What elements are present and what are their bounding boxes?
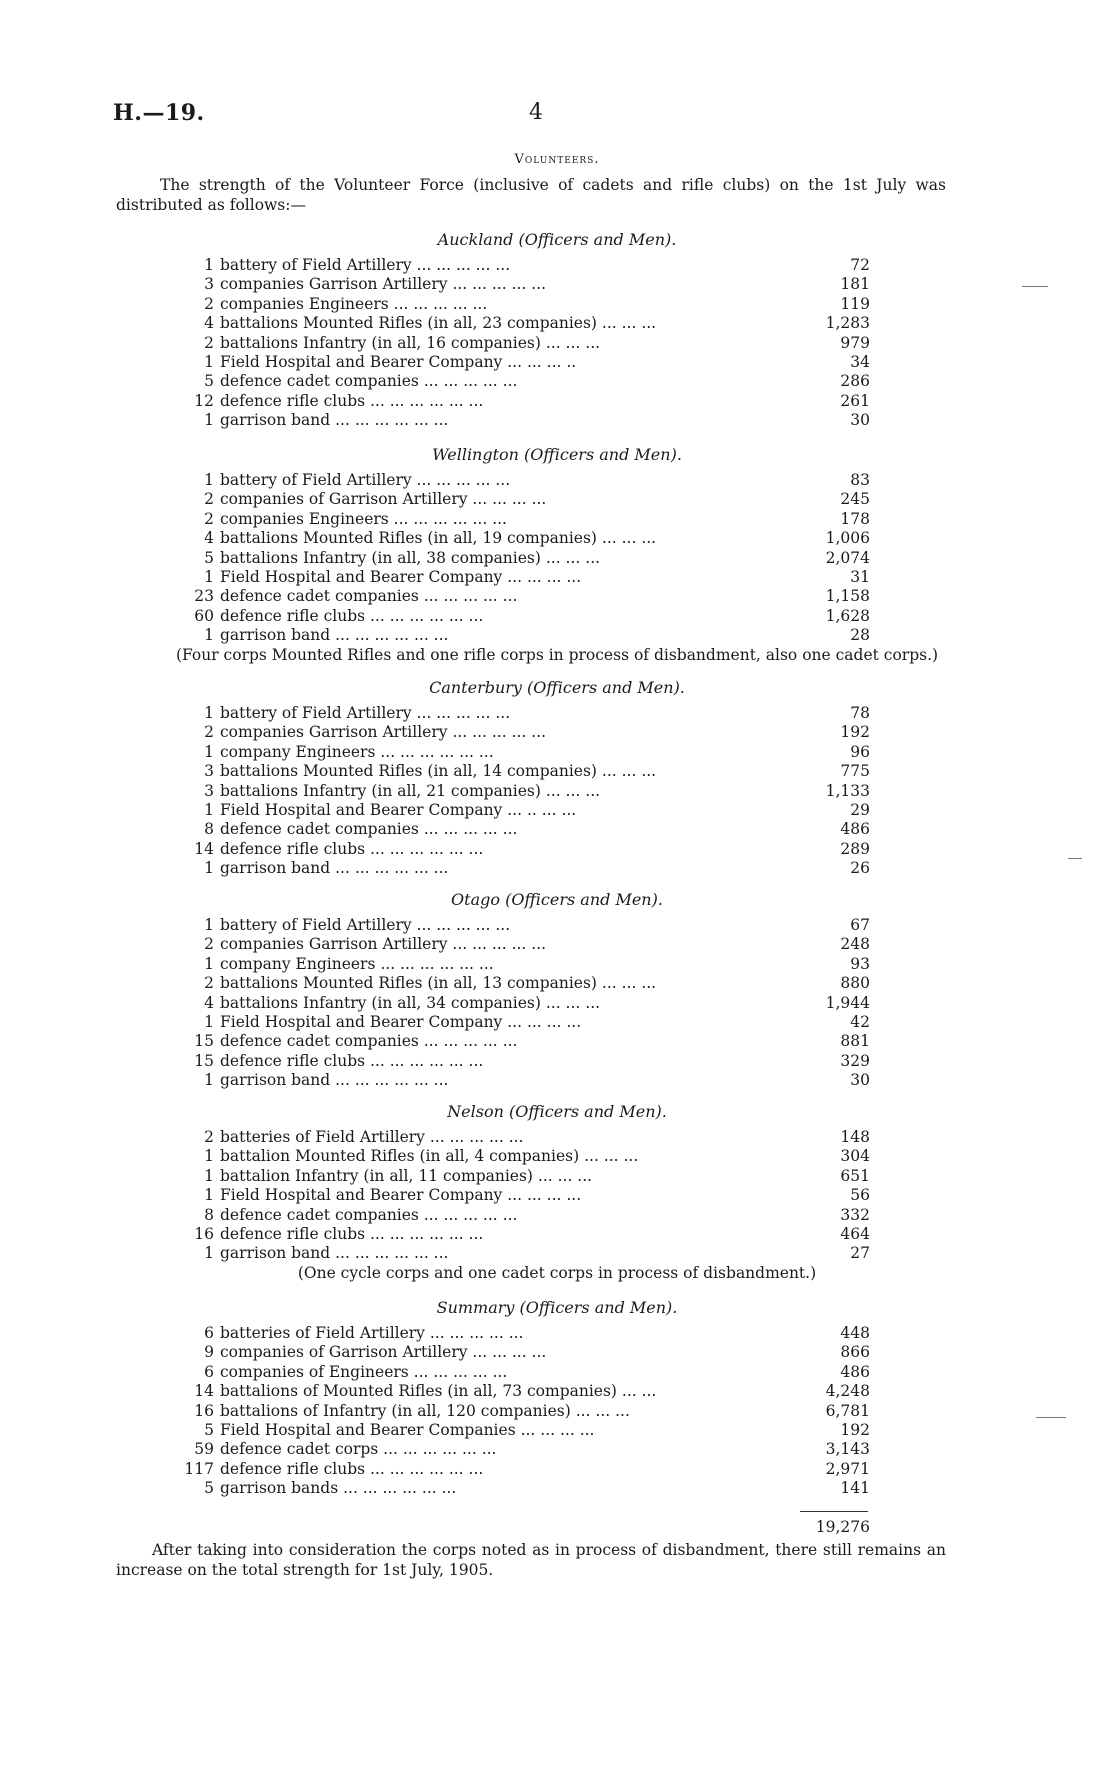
table-row bbox=[0, 1402, 1114, 1421]
table-row bbox=[0, 859, 1114, 878]
row-value: 651 bbox=[840, 1166, 870, 1185]
row-value: 78 bbox=[850, 704, 870, 722]
table-row bbox=[0, 1363, 1114, 1382]
row-count: 1 bbox=[204, 256, 214, 274]
row-count: 1 bbox=[204, 1186, 214, 1205]
row-value: 93 bbox=[850, 954, 870, 973]
table-row bbox=[0, 1324, 1114, 1343]
row-value: 181 bbox=[840, 275, 870, 294]
row-description: defence cadet companies ... ... ... ... ... bbox=[220, 587, 518, 606]
row-description: defence rifle clubs ... ... ... ... ... ... bbox=[220, 1051, 484, 1070]
row-value: 1,133 bbox=[825, 781, 870, 800]
row-count: 60 bbox=[194, 606, 214, 625]
row-count: 1 bbox=[204, 1071, 214, 1090]
row-description: companies Garrison Artillery ... ... ... ... ... bbox=[220, 935, 547, 954]
table-row bbox=[0, 1032, 1114, 1051]
row-description: garrison band ... ... ... ... ... ... bbox=[220, 411, 449, 430]
table-row bbox=[0, 743, 1114, 762]
table-row bbox=[0, 782, 1114, 801]
row-count: 1 bbox=[204, 568, 214, 586]
table-row bbox=[0, 1440, 1114, 1459]
row-value: 178 bbox=[840, 509, 870, 528]
row-value: 332 bbox=[840, 1205, 870, 1224]
row-count: 1 bbox=[204, 1147, 214, 1166]
table-row bbox=[0, 392, 1114, 411]
row-count: 59 bbox=[194, 1440, 214, 1459]
table-row bbox=[0, 1382, 1114, 1401]
row-description: defence rifle clubs ... ... ... ... ... ... bbox=[220, 391, 484, 410]
row-description: battalion Mounted Rifles (in all, 4 companies) ... ... ... bbox=[220, 1147, 639, 1166]
table-row bbox=[0, 568, 1114, 587]
table-row bbox=[0, 1421, 1114, 1440]
row-description: company Engineers ... ... ... ... ... ... bbox=[220, 742, 494, 761]
row-value: 448 bbox=[840, 1324, 870, 1342]
table-row bbox=[0, 334, 1114, 353]
row-description: Field Hospital and Bearer Company ... ... ... ... bbox=[220, 1013, 582, 1031]
row-count: 1 bbox=[204, 801, 214, 819]
row-description: companies Garrison Artillery ... ... ... ... ... bbox=[220, 723, 547, 742]
row-count: 15 bbox=[194, 1032, 214, 1051]
section-title: Summary (Officers and Men). bbox=[436, 1298, 678, 1317]
table-row bbox=[0, 1244, 1114, 1263]
row-description: Field Hospital and Bearer Company ... ... ... ... bbox=[220, 1186, 582, 1205]
table-row bbox=[0, 411, 1114, 430]
table-row bbox=[0, 1206, 1114, 1225]
section-title: Otago (Officers and Men). bbox=[451, 890, 663, 909]
row-description: company Engineers ... ... ... ... ... ... bbox=[220, 954, 494, 973]
row-count: 2 bbox=[204, 509, 214, 528]
row-count: 1 bbox=[204, 411, 214, 430]
row-value: 866 bbox=[840, 1343, 870, 1362]
row-description: defence cadet corps ... ... ... ... ... ... bbox=[220, 1440, 497, 1459]
row-description: battalions of Mounted Rifles (in all, 73 companies) ... ... bbox=[220, 1382, 657, 1401]
row-description: defence cadet companies ... ... ... ... ... bbox=[220, 820, 518, 839]
row-description: companies Engineers ... ... ... ... ... ... bbox=[220, 509, 507, 528]
row-value: 27 bbox=[850, 1244, 870, 1263]
table-row bbox=[0, 471, 1114, 490]
table-row bbox=[0, 256, 1114, 275]
section-title: Auckland (Officers and Men). bbox=[437, 230, 677, 249]
row-value: 30 bbox=[850, 1071, 870, 1090]
row-count: 2 bbox=[204, 333, 214, 352]
row-value: 34 bbox=[850, 353, 870, 371]
row-description: defence rifle clubs ... ... ... ... ... ... bbox=[220, 839, 484, 858]
row-value: 42 bbox=[850, 1013, 870, 1031]
table-row bbox=[0, 1225, 1114, 1244]
row-count: 5 bbox=[204, 372, 214, 391]
table-row bbox=[0, 1343, 1114, 1362]
total-rule bbox=[800, 1511, 868, 1512]
row-count: 1 bbox=[204, 704, 214, 722]
row-value: 248 bbox=[840, 935, 870, 954]
row-description: garrison band ... ... ... ... ... ... bbox=[220, 626, 449, 645]
table-row bbox=[0, 840, 1114, 859]
row-description: battalions Mounted Rifles (in all, 13 companies) ... ... ... bbox=[220, 974, 657, 993]
row-value: 880 bbox=[840, 974, 870, 993]
row-value: 119 bbox=[840, 294, 870, 313]
table-row bbox=[0, 587, 1114, 606]
row-value: 289 bbox=[840, 839, 870, 858]
row-count: 1 bbox=[204, 1244, 214, 1263]
row-value: 1,283 bbox=[825, 314, 870, 333]
row-count: 14 bbox=[194, 1382, 214, 1401]
row-count: 9 bbox=[204, 1343, 214, 1362]
row-description: batteries of Field Artillery ... ... ... ... ... bbox=[220, 1324, 524, 1342]
table-row bbox=[0, 762, 1114, 781]
row-value: 1,628 bbox=[825, 606, 870, 625]
row-value: 464 bbox=[840, 1225, 870, 1243]
row-count: 1 bbox=[204, 626, 214, 645]
row-value: 2,074 bbox=[825, 548, 870, 567]
row-description: companies Engineers ... ... ... ... ... bbox=[220, 294, 488, 313]
row-value: 28 bbox=[850, 626, 870, 645]
grand-total: 19,276 bbox=[815, 1518, 870, 1536]
row-count: 8 bbox=[204, 820, 214, 839]
table-row bbox=[0, 372, 1114, 391]
section-title: Canterbury (Officers and Men). bbox=[429, 678, 685, 697]
table-row bbox=[0, 607, 1114, 626]
table-row bbox=[0, 994, 1114, 1013]
margin-mark bbox=[1036, 1417, 1066, 1418]
row-description: companies Garrison Artillery ... ... ... ... ... bbox=[220, 275, 547, 294]
table-row bbox=[0, 916, 1114, 935]
row-count: 1 bbox=[204, 1013, 214, 1031]
row-value: 148 bbox=[840, 1128, 870, 1146]
row-value: 775 bbox=[840, 762, 870, 781]
row-count: 6 bbox=[204, 1362, 214, 1381]
row-description: battalions Mounted Rifles (in all, 19 companies) ... ... ... bbox=[220, 529, 657, 548]
section-title: Nelson (Officers and Men). bbox=[447, 1102, 667, 1121]
row-description: battery of Field Artillery ... ... ... ... ... bbox=[220, 256, 511, 274]
row-value: 486 bbox=[840, 820, 870, 839]
row-count: 1 bbox=[204, 859, 214, 878]
row-value: 2,971 bbox=[825, 1459, 870, 1478]
row-description: battery of Field Artillery ... ... ... ... ... bbox=[220, 704, 511, 722]
row-description: battalions Infantry (in all, 38 companies) ... ... ... bbox=[220, 548, 601, 567]
table-row bbox=[0, 955, 1114, 974]
table-row bbox=[0, 723, 1114, 742]
margin-mark bbox=[1068, 858, 1082, 859]
table-row bbox=[0, 704, 1114, 723]
row-description: defence cadet companies ... ... ... ... ... bbox=[220, 1205, 518, 1224]
row-value: 83 bbox=[850, 471, 870, 489]
row-count: 5 bbox=[204, 1479, 214, 1498]
row-description: companies of Garrison Artillery ... ... ... ... bbox=[220, 490, 547, 509]
row-value: 192 bbox=[840, 723, 870, 742]
table-row bbox=[0, 820, 1114, 839]
section-note: (Four corps Mounted Rifles and one rifle corps in process of disbandment, also one cadet corps.) bbox=[175, 645, 939, 664]
closing-paragraph: After taking into consideration the corps noted as in process of disbandment, there still remains an increase on the total strength for 1st July, 1905. bbox=[116, 1541, 946, 1579]
row-count: 4 bbox=[204, 529, 214, 548]
row-description: companies of Engineers ... ... ... ... ... bbox=[220, 1362, 508, 1381]
row-description: garrison band ... ... ... ... ... ... bbox=[220, 859, 449, 878]
row-description: garrison band ... ... ... ... ... ... bbox=[220, 1071, 449, 1090]
row-value: 6,781 bbox=[825, 1401, 870, 1420]
row-description: defence rifle clubs ... ... ... ... ... ... bbox=[220, 606, 484, 625]
row-value: 29 bbox=[850, 801, 870, 819]
table-row bbox=[0, 549, 1114, 568]
row-count: 12 bbox=[194, 391, 214, 410]
table-row bbox=[0, 510, 1114, 529]
row-description: battalions Infantry (in all, 34 companies) ... ... ... bbox=[220, 993, 601, 1012]
row-count: 5 bbox=[204, 1421, 214, 1439]
table-row bbox=[0, 1052, 1114, 1071]
row-count: 8 bbox=[204, 1205, 214, 1224]
document-reference: H.—19. bbox=[113, 100, 205, 126]
row-count: 2 bbox=[204, 935, 214, 954]
margin-mark bbox=[1022, 286, 1048, 287]
row-count: 23 bbox=[194, 587, 214, 606]
row-description: garrison bands ... ... ... ... ... ... bbox=[220, 1479, 457, 1498]
row-description: battalions Mounted Rifles (in all, 23 companies) ... ... ... bbox=[220, 314, 657, 333]
row-count: 3 bbox=[204, 781, 214, 800]
row-count: 2 bbox=[204, 490, 214, 509]
table-row bbox=[0, 1147, 1114, 1166]
table-row bbox=[0, 1167, 1114, 1186]
row-value: 486 bbox=[840, 1362, 870, 1381]
row-count: 4 bbox=[204, 993, 214, 1012]
row-description: Field Hospital and Bearer Company ... ... ... ... bbox=[220, 568, 582, 586]
row-description: battery of Field Artillery ... ... ... ... ... bbox=[220, 471, 511, 489]
row-description: companies of Garrison Artillery ... ... ... ... bbox=[220, 1343, 547, 1362]
row-description: defence rifle clubs ... ... ... ... ... ... bbox=[220, 1225, 484, 1243]
row-description: defence cadet companies ... ... ... ... ... bbox=[220, 1032, 518, 1051]
row-description: Field Hospital and Bearer Companies ... ... ... ... bbox=[220, 1421, 595, 1439]
row-value: 30 bbox=[850, 411, 870, 430]
row-count: 15 bbox=[194, 1051, 214, 1070]
row-count: 1 bbox=[204, 742, 214, 761]
row-count: 3 bbox=[204, 762, 214, 781]
row-count: 1 bbox=[204, 1166, 214, 1185]
row-value: 1,944 bbox=[825, 993, 870, 1012]
table-row bbox=[0, 529, 1114, 548]
row-count: 2 bbox=[204, 974, 214, 993]
table-row bbox=[0, 1128, 1114, 1147]
row-value: 4,248 bbox=[825, 1382, 870, 1401]
row-description: Field Hospital and Bearer Company ... .. ... ... bbox=[220, 801, 577, 819]
row-value: 141 bbox=[840, 1479, 870, 1498]
row-count: 2 bbox=[204, 723, 214, 742]
row-description: garrison band ... ... ... ... ... ... bbox=[220, 1244, 449, 1263]
row-value: 72 bbox=[850, 256, 870, 274]
row-count: 16 bbox=[194, 1225, 214, 1243]
row-description: battalions Infantry (in all, 16 companies) ... ... ... bbox=[220, 333, 601, 352]
table-row bbox=[0, 626, 1114, 645]
row-value: 192 bbox=[840, 1421, 870, 1439]
row-value: 1,158 bbox=[825, 587, 870, 606]
row-value: 304 bbox=[840, 1147, 870, 1166]
row-count: 5 bbox=[204, 548, 214, 567]
row-description: battery of Field Artillery ... ... ... ... ... bbox=[220, 916, 511, 934]
row-value: 1,006 bbox=[825, 529, 870, 548]
row-count: 117 bbox=[184, 1459, 214, 1478]
table-row bbox=[0, 801, 1114, 820]
row-value: 245 bbox=[840, 490, 870, 509]
row-value: 979 bbox=[840, 333, 870, 352]
row-value: 3,143 bbox=[825, 1440, 870, 1459]
intro-paragraph: The strength of the Volunteer Force (inclusive of cadets and rifle clubs) on the 1st July was distributed as follows:— bbox=[116, 176, 946, 214]
table-row bbox=[0, 490, 1114, 509]
row-value: 329 bbox=[840, 1051, 870, 1070]
row-description: battalion Infantry (in all, 11 companies) ... ... ... bbox=[220, 1166, 593, 1185]
row-count: 16 bbox=[194, 1401, 214, 1420]
row-description: battalions Infantry (in all, 21 companies) ... ... ... bbox=[220, 781, 601, 800]
section-note: (One cycle corps and one cadet corps in process of disbandment.) bbox=[297, 1263, 817, 1282]
row-description: battalions Mounted Rifles (in all, 14 companies) ... ... ... bbox=[220, 762, 657, 781]
table-row bbox=[0, 295, 1114, 314]
table-row bbox=[0, 1071, 1114, 1090]
table-row bbox=[0, 353, 1114, 372]
row-value: 261 bbox=[840, 391, 870, 410]
section-title: Wellington (Officers and Men). bbox=[432, 445, 682, 464]
row-description: battalions of Infantry (in all, 120 companies) ... ... ... bbox=[220, 1401, 630, 1420]
row-description: defence cadet companies ... ... ... ... ... bbox=[220, 372, 518, 391]
row-value: 67 bbox=[850, 916, 870, 934]
row-count: 3 bbox=[204, 275, 214, 294]
row-value: 881 bbox=[840, 1032, 870, 1051]
row-description: batteries of Field Artillery ... ... ... ... ... bbox=[220, 1128, 524, 1146]
table-row bbox=[0, 974, 1114, 993]
row-value: 96 bbox=[850, 742, 870, 761]
row-value: 31 bbox=[850, 568, 870, 586]
row-count: 14 bbox=[194, 839, 214, 858]
row-count: 1 bbox=[204, 954, 214, 973]
row-description: Field Hospital and Bearer Company ... ... ... .. bbox=[220, 353, 577, 371]
table-row bbox=[0, 1479, 1114, 1498]
table-row bbox=[0, 314, 1114, 333]
table-row bbox=[0, 1186, 1114, 1205]
row-count: 6 bbox=[204, 1324, 214, 1342]
row-count: 2 bbox=[204, 1128, 214, 1146]
row-value: 26 bbox=[850, 859, 870, 878]
row-description: defence rifle clubs ... ... ... ... ... ... bbox=[220, 1459, 484, 1478]
table-row bbox=[0, 1013, 1114, 1032]
row-value: 286 bbox=[840, 372, 870, 391]
page-number: 4 bbox=[529, 100, 543, 125]
table-row bbox=[0, 275, 1114, 294]
table-row bbox=[0, 1460, 1114, 1479]
row-count: 2 bbox=[204, 294, 214, 313]
row-count: 4 bbox=[204, 314, 214, 333]
row-count: 1 bbox=[204, 353, 214, 371]
row-count: 1 bbox=[204, 916, 214, 934]
table-row bbox=[0, 935, 1114, 954]
row-count: 1 bbox=[204, 471, 214, 489]
row-value: 56 bbox=[850, 1186, 870, 1205]
page-title: Volunteers. bbox=[514, 152, 600, 167]
